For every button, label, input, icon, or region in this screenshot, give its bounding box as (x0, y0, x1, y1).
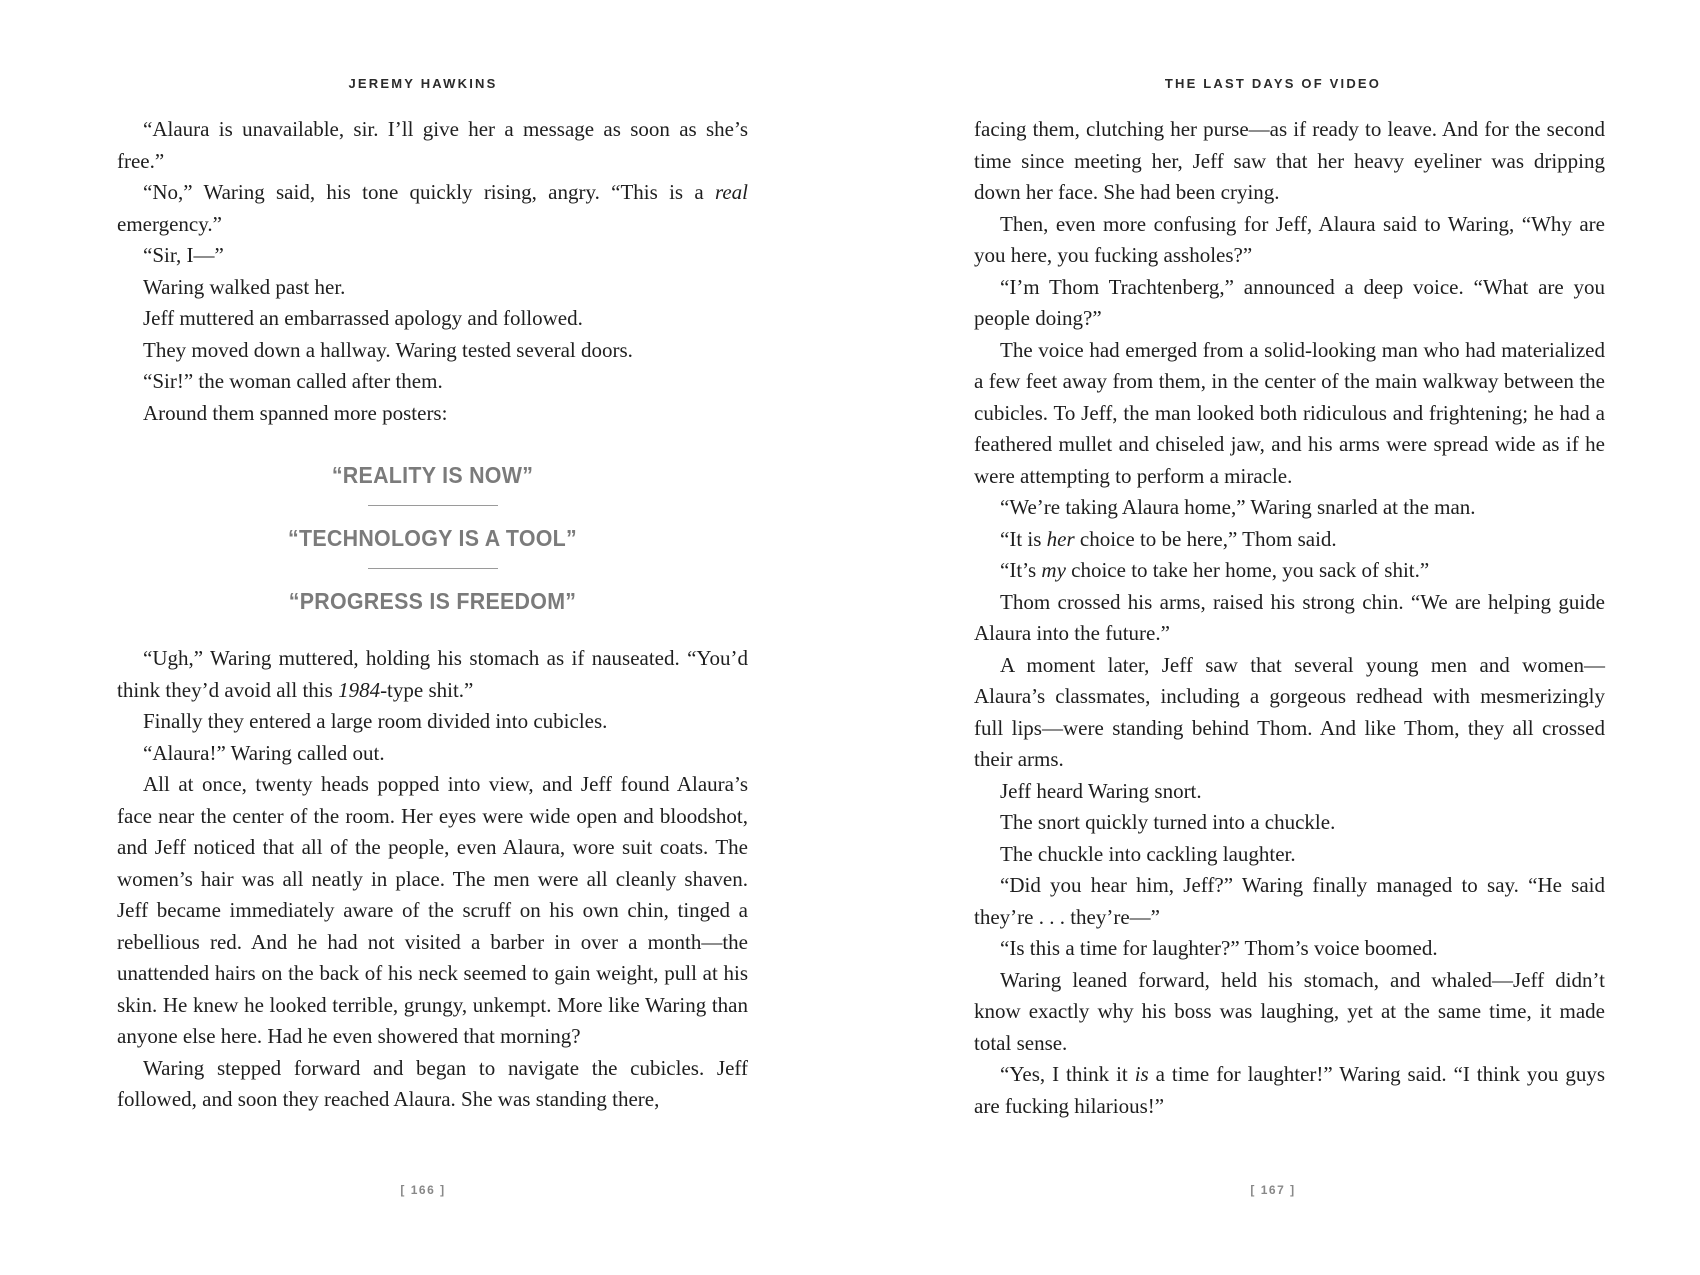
paragraph-emphasis: 1984 (338, 677, 381, 702)
paragraph: They moved down a hallway. Waring tested several doors. (143, 337, 633, 362)
paragraph-text: a time for laughter!” Waring said. “I think you guys are fucking hilarious!” (974, 1062, 1605, 1118)
paragraph: Jeff muttered an embarrassed apology and followed. (143, 306, 583, 330)
paragraph: Jeff heard Waring snort. (1000, 778, 1202, 803)
paragraph-text: -type shit.” (380, 677, 474, 702)
page-number-left: [ 166 ] (400, 1183, 446, 1197)
poster-divider (368, 505, 498, 506)
poster-block (117, 459, 748, 617)
paragraph-text: “Ugh,” Waring muttered, holding his stomach as if nauseated. “You’d think they’d avoid all this (117, 646, 748, 702)
paragraph: Waring leaned forward, held his stomach, and whaled—Jeff didn’t know exactly why his boss was laughing, yet at the same time, it made total sense. (974, 967, 1605, 1055)
paragraph: Waring walked past her. (143, 274, 346, 299)
paragraph (117, 177, 748, 240)
paragraph: “Alaura!” Waring called out. (143, 740, 385, 765)
right-page-text (974, 114, 1605, 1122)
left-page-text (117, 114, 748, 1116)
paragraph-emphasis: my (1041, 558, 1066, 582)
paragraph-text: “It’s (1000, 558, 1042, 582)
paragraph: facing them, clutching her purse—as if ready to leave. And for the second time since meeting her, Jeff saw that her heavy eyeliner was dripping down her face. She had been crying. (974, 117, 1605, 204)
right-page (850, 0, 1700, 1275)
paragraph-text: “It is (1000, 526, 1047, 551)
paragraph: The snort quickly turned into a chuckle. (1000, 810, 1336, 834)
paragraph: “Did you hear him, Jeff?” Waring finally managed to say. “He said they’re . . . they’re—” (974, 873, 1605, 929)
right-paragraphs (974, 114, 1605, 1122)
paragraph: Finally they entered a large room divided into cubicles. (143, 709, 608, 733)
paragraph (974, 1059, 1605, 1122)
paragraph-emphasis: her (1046, 526, 1075, 551)
poster-technology: “TECHNOLOGY IS A TOOL” (288, 525, 577, 551)
paragraph: Around them spanned more posters: (143, 400, 448, 425)
paragraph: A moment later, Jeff saw that several young men and women— Alaura’s classmates, including a gorgeous redhead with mesmerizingly full lips—were standing behind Thom. And like Thom, they all crossed their arms. (974, 652, 1605, 771)
left-paragraphs-before (117, 114, 748, 429)
paragraph: “Sir!” the woman called after them. (143, 369, 443, 393)
paragraph (974, 555, 1605, 587)
paragraph (974, 524, 1605, 556)
paragraph-text: emergency.” (117, 211, 222, 236)
paragraph: “Sir, I—” (143, 243, 224, 267)
paragraph: “I’m Thom Trachtenberg,” announced a deep voice. “What are you people doing?” (974, 274, 1605, 330)
paragraph-text: choice to take her home, you sack of shit.” (1065, 558, 1430, 582)
paragraph: The chuckle into cackling laughter. (1000, 841, 1296, 866)
paragraph-emphasis: real (714, 180, 748, 204)
page-number-right: [ 167 ] (1250, 1183, 1296, 1197)
paragraph-text: “No,” Waring said, his tone quickly rising, angry. “This is a (143, 180, 715, 204)
paragraph: Then, even more confusing for Jeff, Alaura said to Waring, “Why are you here, you fucking assholes?” (974, 211, 1605, 267)
paragraph: The voice had emerged from a solid-looking man who had materialized a few feet away from them, in the center of the main walkway between the cubicles. To Jeff, the man looked both ridiculous and frightening; he had a feathered mullet and chiseled jaw, and his arms were spread wide as if he were attempting to perform a miracle. (974, 337, 1605, 488)
poster-reality: “REALITY IS NOW” (331, 462, 534, 488)
paragraph: “We’re taking Alaura home,” Waring snarled at the man. (1000, 495, 1476, 519)
running-head-title: THE LAST DAYS OF VIDEO (1164, 76, 1382, 91)
poster-progress: “PROGRESS IS FREEDOM” (288, 588, 577, 614)
paragraph: All at once, twenty heads popped into view, and Jeff found Alaura’s face near the center of the room. Her eyes were wide open and bloodshot, and Jeff noticed that all of the people, even Alaura, wore suit coats. The women’s hair was all neatly in place. The men were all cleanly shaven. Jeff became immediately aware of the scruff on his own chin, tinged a rebellious red. And he had not visited a barber in over a month—the unattended hairs on the back of his neck seemed to gain weight, pull at his skin. He knew he looked terrible, grungy, unkempt. More like Waring than anyone else here. Had he even showered that morning? (117, 772, 748, 1048)
paragraph-text: “Yes, I think it (1000, 1062, 1135, 1086)
paragraph: Waring stepped forward and began to navigate the cubicles. Jeff followed, and soon they reached Alaura. She was standing there, (117, 1055, 748, 1111)
paragraph: “Is this a time for laughter?” Thom’s voice boomed. (1000, 936, 1438, 960)
left-paragraphs-after (117, 643, 748, 1116)
paragraph-text: choice to be here,” Thom said. (1074, 526, 1337, 551)
paragraph-emphasis: is (1134, 1062, 1149, 1086)
paragraph (117, 643, 748, 706)
paragraph: “Alaura is unavailable, sir. I’ll give her a message as soon as she’s free.” (117, 117, 748, 173)
paragraph: Thom crossed his arms, raised his strong chin. “We are helping guide Alaura into the future.” (974, 589, 1605, 645)
running-head-author: JEREMY HAWKINS (348, 76, 498, 91)
poster-divider (368, 568, 498, 569)
